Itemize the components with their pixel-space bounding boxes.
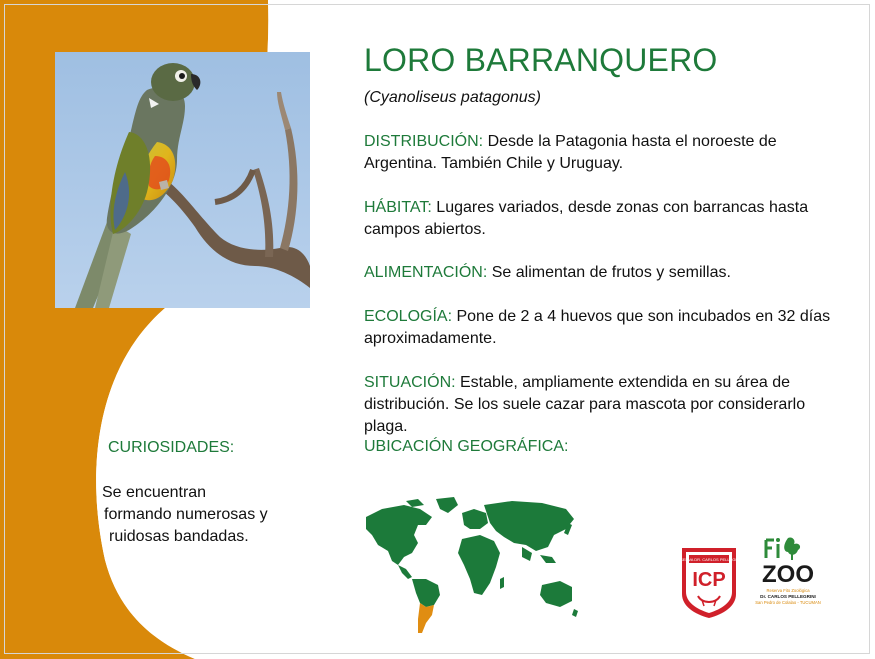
zoo-logo-line3: San Pedro de Colalao - TUCUMAN [755, 600, 821, 605]
world-map-icon [362, 495, 582, 635]
parrot-photo [55, 52, 310, 308]
section-label: SITUACIÓN: [364, 374, 456, 391]
section-label: DISTRIBUCIÓN: [364, 133, 484, 150]
section-text: Estable, ampliamente extendida en su área de distribución. Se los suele cazar para mascota por considerarlo plaga. [364, 374, 806, 435]
ubicacion-geografica-label: UBICACIÓN GEOGRÁFICA: [364, 438, 569, 455]
section-situacion [364, 372, 834, 438]
section-text: Se alimentan de frutos y semillas. [487, 264, 731, 281]
section-habitat [364, 197, 834, 241]
curiosidades-text-line: Se encuentran [102, 484, 207, 501]
zoo-logo [752, 534, 824, 614]
section-label: HÁBITAT: [364, 199, 432, 216]
scientific-name: (Cyanoliseus patagonus) [364, 89, 541, 106]
zoo-logo-line2: Dr. CARLOS PELLEGRINI [760, 594, 816, 599]
section-text: Lugares variados, desde zonas con barrancas hasta campos abiertos. [364, 199, 809, 238]
icp-logo-letters: ICP [692, 569, 726, 591]
section-text: Pone de 2 a 4 huevos que son incubados en 32 días aproximadamente. [364, 308, 831, 347]
zoo-logo-line1: Reserva Fito Zoológica [766, 588, 810, 593]
section-text: Desde la Patagonia hasta el noroeste de Argentina. También Chile y Uruguay. [364, 133, 777, 172]
section-ecologia [364, 306, 834, 350]
section-alimentacion [364, 262, 834, 284]
section-distribucion [364, 131, 834, 175]
curiosidades-text-line: formando numerosas y [104, 506, 268, 523]
section-label: ALIMENTACIÓN: [364, 264, 488, 281]
icp-logo [674, 546, 744, 620]
icp-logo-top-text: RESERVA DR. CARLOS PELLEGRINI [674, 557, 744, 562]
section-label: ECOLOGÍA: [364, 308, 453, 325]
curiosidades-label: CURIOSIDADES: [108, 439, 235, 456]
zoo-logo-word: ZOO [762, 561, 814, 588]
curiosidades-text-line: ruidosas bandadas. [109, 528, 249, 545]
page-title: LORO BARRANQUERO [364, 42, 718, 78]
